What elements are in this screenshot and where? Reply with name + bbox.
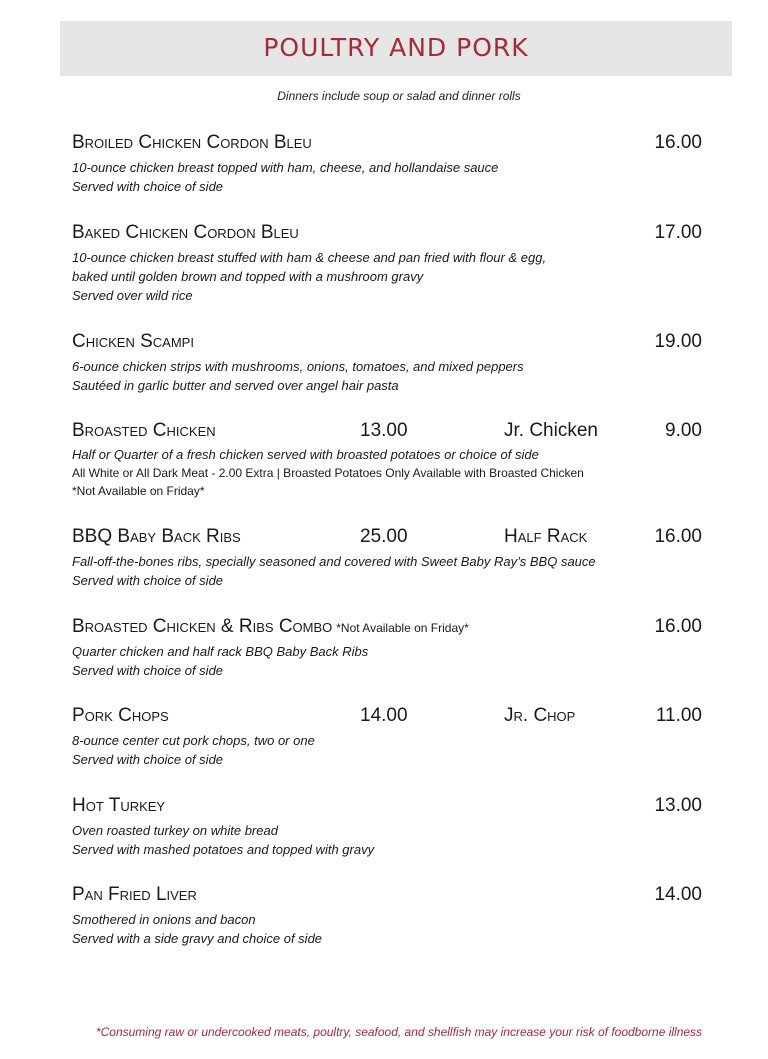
description-line: Quarter chicken and half rack BBQ Baby Back Ribs [72, 644, 369, 659]
food-safety-disclaimer: *Consuming raw or undercooked meats, poultry, seafood, and shellfish may increase your risk of foodborne illness [95, 1025, 703, 1039]
item-description [72, 446, 584, 500]
page-title: POULTRY AND PORK [263, 33, 529, 62]
description-line: Served over wild rice [72, 288, 193, 303]
item-price: 25.00 [360, 526, 408, 547]
item-description [72, 248, 546, 305]
description-line: Served with choice of side [72, 752, 224, 767]
item-description [72, 821, 374, 859]
item-price: 13.00 [654, 795, 702, 816]
description-line: Half or Quarter of a fresh chicken served with broasted potatoes or choice of side [72, 447, 539, 462]
item-variant-label: Jr. Chicken [504, 420, 598, 441]
description-line: Served with choice of side [72, 663, 224, 678]
description-line: Served with mashed potatoes and topped with gravy [72, 842, 375, 857]
subtitle: Dinners include soup or salad and dinner rolls [277, 89, 521, 103]
item-name: Baked Chicken Cordon Bleu [72, 222, 299, 243]
item-price: 16.00 [654, 132, 702, 153]
item-description [72, 731, 315, 769]
item-variant-price: 9.00 [665, 420, 702, 441]
description-line: baked until golden brown and topped with a mushroom gravy [72, 269, 424, 284]
description-line: 6-ounce chicken strips with mushrooms, onions, tomatoes, and mixed peppers [72, 359, 524, 374]
item-price: 14.00 [654, 884, 702, 905]
item-price: 13.00 [360, 420, 408, 441]
description-line: All White or All Dark Meat - 2.00 Extra | Broasted Potatoes Only Available with Broasted Chicken [72, 466, 584, 480]
description-line: Served with choice of side [72, 179, 224, 194]
item-description [72, 357, 524, 395]
item-price: 19.00 [654, 331, 702, 352]
item-variant-label: Half Rack [504, 526, 588, 547]
description-line: 8-ounce center cut pork chops, two or one [72, 733, 315, 748]
item-description [72, 642, 368, 680]
item-name-wrapper [72, 616, 469, 638]
item-price: 17.00 [654, 222, 702, 243]
description-line: Served with a side gravy and choice of side [72, 931, 323, 946]
item-name: Pan Fried Liver [72, 884, 197, 905]
item-description [72, 910, 322, 948]
item-variant-label: Jr. Chop [504, 705, 576, 726]
item-description [72, 552, 596, 590]
item-name: Chicken Scampi [72, 331, 194, 352]
item-name: Hot Turkey [72, 795, 166, 816]
description-line: Smothered in onions and bacon [72, 912, 256, 927]
availability-note: *Not Available on Friday* [336, 621, 469, 635]
description-line: Oven roasted turkey on white bread [72, 823, 278, 838]
item-name: Broasted Chicken & Ribs Combo [72, 616, 333, 637]
item-name: BBQ Baby Back Ribs [72, 526, 241, 547]
description-line: *Not Available on Friday* [72, 484, 205, 498]
description-line: Served with choice of side [72, 573, 224, 588]
item-price: 14.00 [360, 705, 408, 726]
item-variant-price: 11.00 [655, 705, 702, 726]
item-name: Pork Chops [72, 705, 169, 726]
item-variant-price: 16.00 [654, 526, 702, 547]
description-line: 10-ounce chicken breast stuffed with ham & cheese and pan fried with flour & egg, [72, 250, 547, 265]
description-line: Sautéed in garlic butter and served over angel hair pasta [72, 378, 399, 393]
description-line: 10-ounce chicken breast topped with ham, cheese, and hollandaise sauce [72, 160, 499, 175]
title-banner [60, 21, 732, 76]
item-description [72, 158, 498, 196]
description-line: Fall-off-the-bones ribs, specially seasoned and covered with Sweet Baby Ray’s BBQ sauce [72, 554, 596, 569]
item-price: 16.00 [654, 616, 702, 637]
item-name: Broiled Chicken Cordon Bleu [72, 132, 312, 153]
item-name: Broasted Chicken [72, 420, 216, 441]
